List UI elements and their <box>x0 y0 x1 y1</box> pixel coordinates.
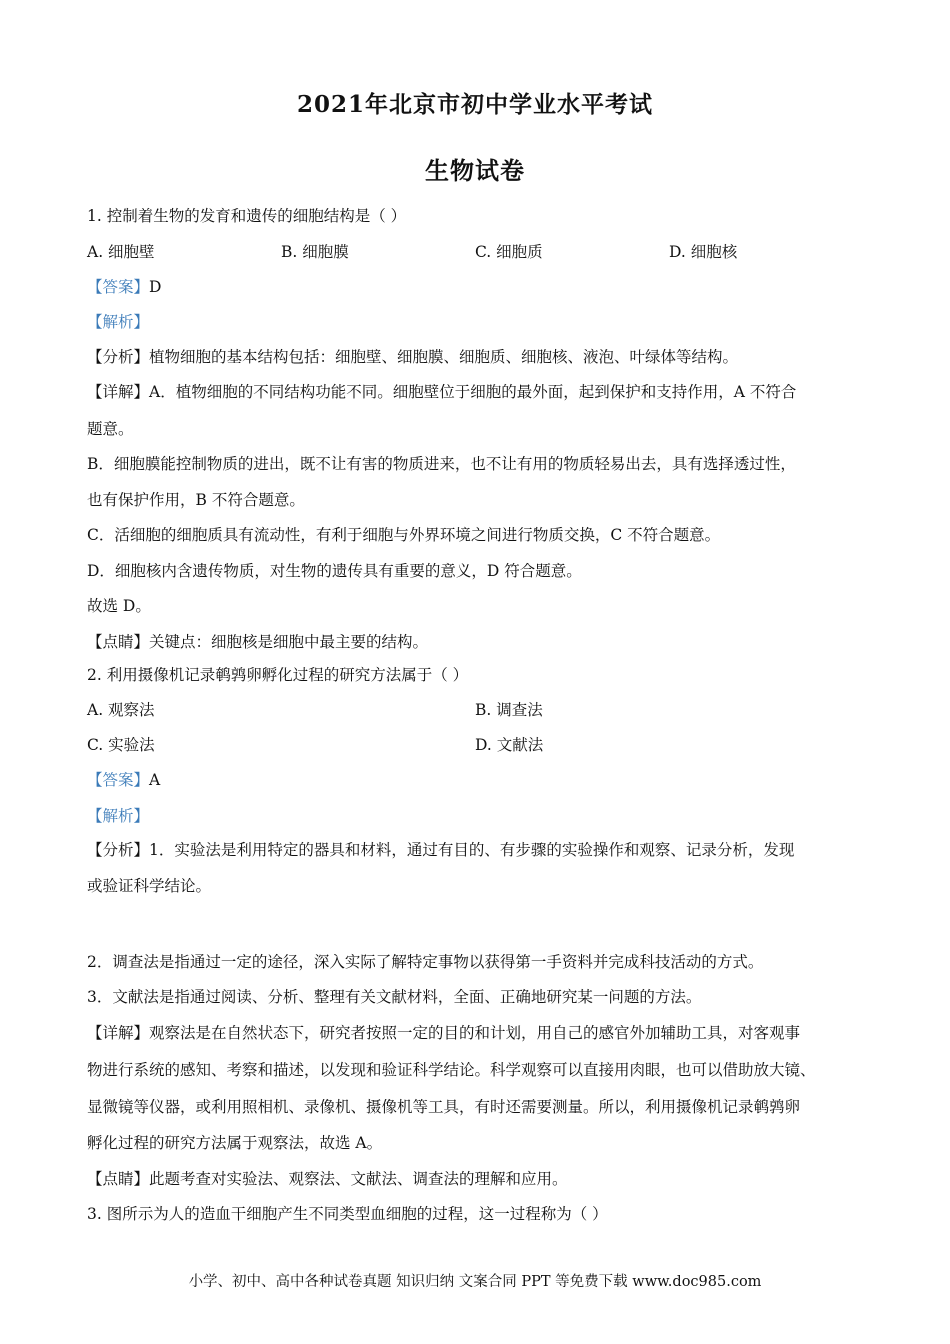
q2-option-c: C. 实验法 <box>87 736 155 754</box>
fenxi-text: 植物细胞的基本结构包括：细胞壁、细胞膜、细胞质、细胞核、液泡、叶绿体等结构。 <box>149 348 739 366</box>
q1-option-c: C. 细胞质 <box>475 243 543 261</box>
q2-option-a: A. 观察法 <box>87 701 155 719</box>
xiangjie-tag: 【详解】 <box>87 1024 150 1042</box>
q2-analysis-tag <box>87 806 149 826</box>
answer-value: A <box>149 771 161 789</box>
question-2-stem: 2. 利用摄像机记录鹌鹑卵孵化过程的研究方法属于（ ） <box>87 666 469 684</box>
fenxi-text: 1．实验法是利用特定的器具和材料，通过有目的、有步骤的实验操作和观察、记录分析，发现 <box>149 841 795 859</box>
xiangjie-text: A．植物细胞的不同结构功能不同。细胞壁位于细胞的最外面，起到保护和支持作用，A 不符合 <box>149 383 797 401</box>
q1-b-explain: B．细胞膜能控制物质的进出，既不让有害的物质进来，也不让有用的物质轻易出去，具有选择透过性， <box>87 455 796 473</box>
q2-option-d: D. 文献法 <box>475 736 544 754</box>
q2-answer <box>87 770 160 790</box>
q2-fenxi <box>87 840 794 860</box>
q2-option-b: B. 调查法 <box>475 701 543 719</box>
answer-tag: 【答案】 <box>87 771 150 789</box>
question-1-stem: 1. 控制着生物的发育和遗传的细胞结构是（ ） <box>87 207 407 225</box>
analysis-tag: 【解析】 <box>87 807 150 825</box>
q2-fenxi-cont: 或验证科学结论。 <box>87 877 212 895</box>
fenxi-tag: 【分析】 <box>87 348 150 366</box>
dianjing-text: 此题考查对实验法、观察法、文献法、调查法的理解和应用。 <box>149 1170 568 1188</box>
q1-xiangjie-cont: 题意。 <box>87 420 134 438</box>
answer-tag: 【答案】 <box>87 278 150 296</box>
q2-xiangjie-3: 显微镜等仪器，或利用照相机、录像机、摄像机等工具，有时还需要测量。所以，利用摄像机记录鹌鹑卵 <box>87 1098 801 1116</box>
q1-c-explain: C．活细胞的细胞质具有流动性，有利于细胞与外界环境之间进行物质交换，C 不符合题意。 <box>87 526 721 544</box>
answer-value: D <box>149 278 162 296</box>
q1-xiangjie <box>87 382 796 402</box>
q2-item-3: 3．文献法是指通过阅读、分析、整理有关文献材料，全面、正确地研究某一问题的方法。 <box>87 988 702 1006</box>
dianjing-tag: 【点睛】 <box>87 633 150 651</box>
dianjing-tag: 【点睛】 <box>87 1170 150 1188</box>
q1-option-a: A. 细胞壁 <box>87 243 155 261</box>
dianjing-text: 关键点：细胞核是细胞中最主要的结构。 <box>149 633 429 651</box>
q1-answer <box>87 277 161 297</box>
q1-fenxi <box>87 347 738 367</box>
analysis-tag: 【解析】 <box>87 313 150 331</box>
q1-analysis-tag <box>87 312 149 332</box>
xiangjie-text: 观察法是在自然状态下，研究者按照一定的目的和计划，用自己的感官外加辅助工具，对客观事 <box>149 1024 801 1042</box>
q1-d-explain: D．细胞核内含遗传物质，对生物的遗传具有重要的意义，D 符合题意。 <box>87 562 582 580</box>
page-footer: 小学、初中、高中各种试卷真题 知识归纳 文案合同 PPT 等免费下载 www.doc985.com <box>188 1274 762 1290</box>
fenxi-tag: 【分析】 <box>87 841 150 859</box>
q1-option-d: D. 细胞核 <box>669 243 738 261</box>
q1-conclusion: 故选 D。 <box>87 597 151 615</box>
q2-xiangjie-4: 孵化过程的研究方法属于观察法，故选 A。 <box>87 1134 383 1152</box>
q1-option-b: B. 细胞膜 <box>281 243 349 261</box>
xiangjie-tag: 【详解】 <box>87 383 150 401</box>
q2-dianjing <box>87 1169 568 1189</box>
q1-dianjing <box>87 632 428 652</box>
q2-xiangjie <box>87 1023 800 1043</box>
page-subtitle: 生物试卷 <box>425 156 525 185</box>
q1-b-explain-cont: 也有保护作用，B 不符合题意。 <box>87 491 305 509</box>
q2-xiangjie-2: 物进行系统的感知、考察和描述，以发现和验证科学结论。科学观察可以直接用肉眼，也可以借助放大镜、 <box>87 1061 816 1079</box>
question-3-stem: 3. 图所示为人的造血干细胞产生不同类型血细胞的过程，这一过程称为（ ） <box>87 1205 608 1223</box>
page-title: 2021年北京市初中学业水平考试 <box>296 91 653 118</box>
q2-item-2: 2．调查法是指通过一定的途径，深入实际了解特定事物以获得第一手资料并完成科技活动的方式。 <box>87 953 764 971</box>
